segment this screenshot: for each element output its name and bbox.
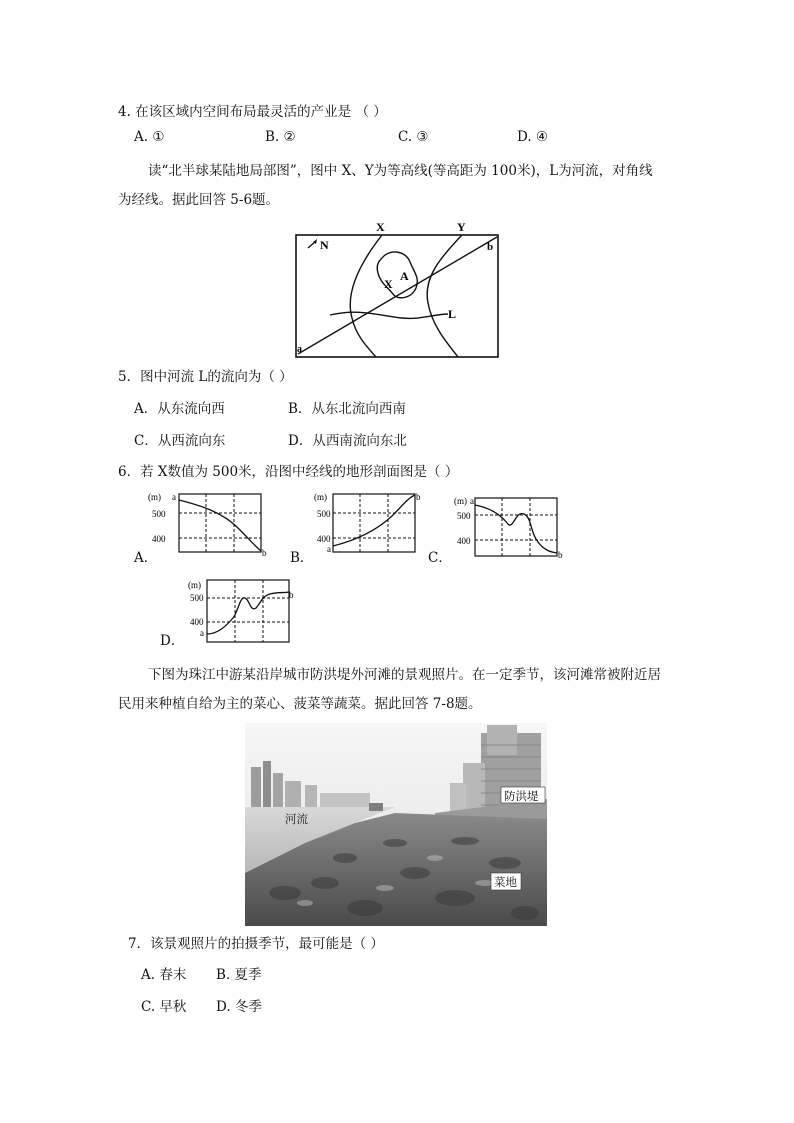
profile-option-d <box>178 576 303 648</box>
map-label-a-peak: A <box>400 269 409 283</box>
question-5-option-b: B．从东北流向西南 <box>288 401 406 417</box>
intro-5-6-line1: 读“北半球某陆地局部图”，图中 X、Y为等高线(等高距为 100米)，L为河流，对角线 <box>148 163 653 179</box>
profile-d-tick-400: 400 <box>190 617 204 627</box>
photo-label-field: 菜地 <box>494 875 517 889</box>
profile-option-a <box>148 488 273 560</box>
profile-c-end-b: b <box>558 550 563 560</box>
map-label-y-top: Y <box>457 220 466 234</box>
question-6-option-c-letter: C． <box>428 550 452 566</box>
question-7-option-c: C. 早秋 <box>141 999 187 1015</box>
intro-5-6-line2: 为经线。据此回答 5-6题。 <box>118 192 280 208</box>
profile-b-end-b: b <box>416 492 421 502</box>
north-label: N <box>320 238 329 252</box>
profile-a-curve <box>179 500 261 551</box>
profile-b-tick-500: 500 <box>317 509 331 519</box>
contour-map-figure <box>290 218 505 360</box>
profile-d-end-a: a <box>200 628 204 638</box>
map-label-x-inner: X <box>384 277 393 291</box>
photo-label-river: 河流 <box>285 812 308 826</box>
profile-c-end-a: a <box>470 496 474 506</box>
question-7-option-b: B. 夏季 <box>216 967 262 983</box>
profile-b-end-a: a <box>327 544 331 554</box>
profile-a-tick-500: 500 <box>152 509 166 519</box>
profile-d-tick-500: 500 <box>190 593 204 603</box>
profile-option-c <box>446 490 571 562</box>
question-5-option-d: D．从西南流向东北 <box>288 433 407 449</box>
contour-x <box>350 235 382 357</box>
question-7-option-d: D. 冬季 <box>216 999 262 1015</box>
question-6-option-d-letter: D． <box>160 633 185 649</box>
profile-d-unit: (m) <box>188 580 201 590</box>
contour-y <box>427 235 462 357</box>
map-label-a-corner: a <box>297 344 302 355</box>
map-label-b-corner: b <box>487 241 494 253</box>
profile-a-end-a: a <box>172 492 176 502</box>
profile-c-tick-500: 500 <box>457 511 471 521</box>
question-4-option-b: B. ② <box>265 129 296 145</box>
riverbank-photo <box>245 723 547 926</box>
question-4-option-d: D. ④ <box>517 129 549 145</box>
profile-c-unit: (m) <box>454 496 467 506</box>
profile-a-end-b: b <box>262 548 267 558</box>
question-7-option-a: A. 春末 <box>141 967 187 983</box>
question-4-option-a: A. ① <box>134 129 165 145</box>
profile-a-unit: (m) <box>148 492 161 502</box>
question-6-stem: 6．若 X数值为 500米，沿图中经线的地形剖面图是（ ） <box>118 464 459 480</box>
question-4-stem: 4. 在该区域内空间布局最灵活的产业是 （ ） <box>118 104 387 120</box>
photo-label-levee: 防洪堤 <box>504 789 539 803</box>
question-7-stem: 7．该景观照片的拍摄季节，最可能是（ ） <box>128 936 384 952</box>
profile-b-tick-400: 400 <box>317 534 331 544</box>
profile-a-tick-400: 400 <box>152 534 166 544</box>
question-6-option-b-letter: B． <box>290 550 314 566</box>
question-5-option-c: C．从西流向东 <box>134 433 226 449</box>
profile-c-tick-400: 400 <box>457 536 471 546</box>
map-label-x-top: X <box>376 220 385 234</box>
intro-7-8-line1: 下图为珠江中游某沿岸城市防洪堤外河滩的景观照片。在一定季节，该河滩常被附近居 <box>148 667 661 683</box>
profile-c-curve <box>475 505 557 553</box>
profile-b-unit: (m) <box>314 492 327 502</box>
profile-option-b <box>302 488 427 560</box>
question-6-option-a-letter: A． <box>134 550 158 566</box>
question-4-option-c: C. ③ <box>398 129 429 145</box>
profile-d-end-b: b <box>289 590 294 600</box>
intro-7-8-line2: 民用来种植自给为主的菜心、菠菜等蔬菜。据此回答 7-8题。 <box>118 696 482 712</box>
map-label-l: L <box>448 307 457 321</box>
question-5-stem: 5．图中河流 L的流向为（ ） <box>118 369 293 385</box>
meridian-line <box>298 237 497 354</box>
question-5-option-a: A．从东流向西 <box>134 401 225 417</box>
